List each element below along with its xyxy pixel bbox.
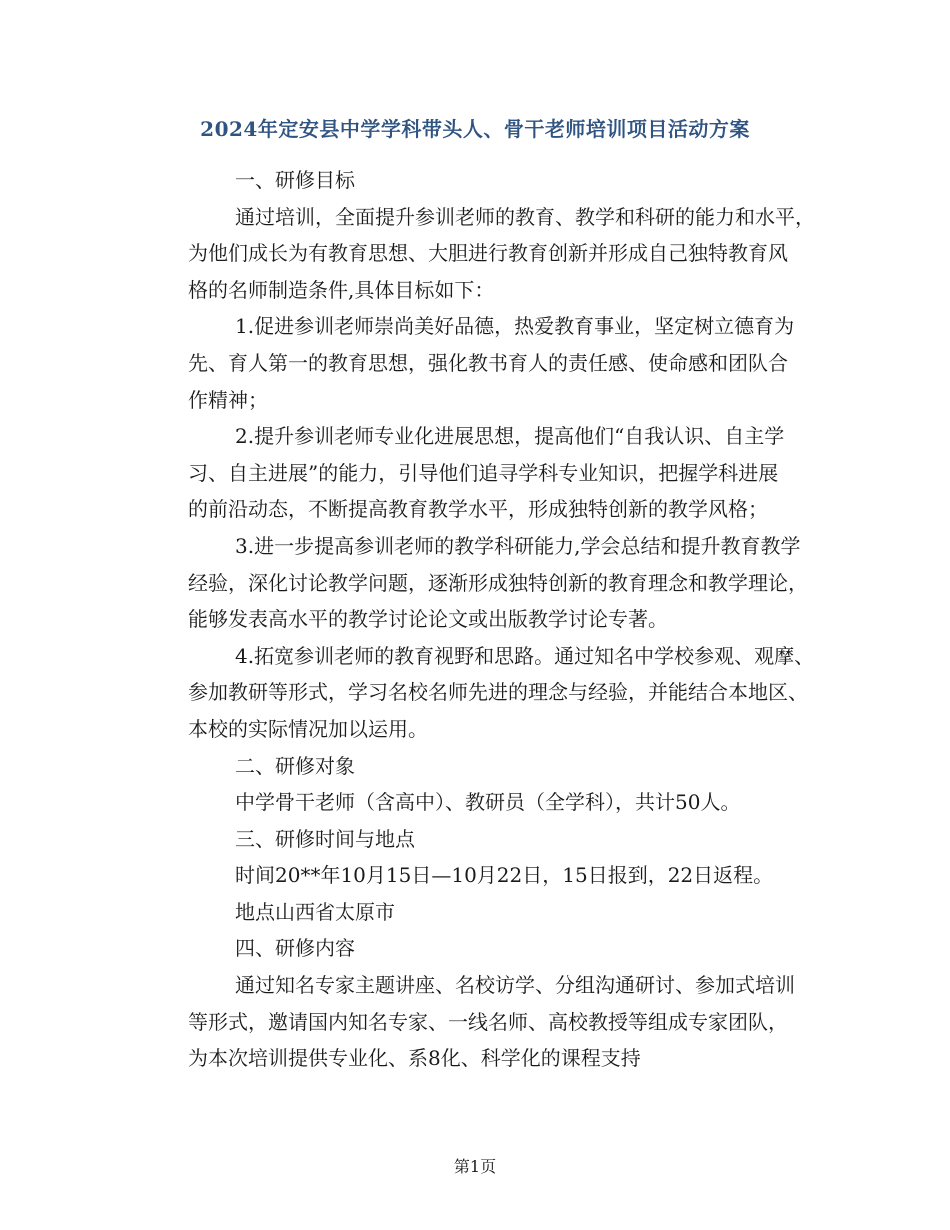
list-item-goal-4	[141, 638, 815, 748]
document-body	[141, 162, 815, 1077]
paragraph-place	[141, 894, 806, 931]
paragraph-overview	[141, 199, 815, 309]
text-line: 1.促进参训老师崇尚美好品德，热爱教育事业，坚定树立德育为	[235, 314, 795, 339]
text-line: 格的名师制造条件,具体目标如下：	[188, 277, 495, 302]
text-line: 三、研修时间与地点	[235, 826, 415, 851]
text-line: 一、研修目标	[235, 168, 355, 192]
text-line: 四、研修内容	[235, 936, 355, 961]
section-heading-participants	[141, 748, 806, 785]
text-line: 本校的实际情况加以运用。	[188, 716, 428, 741]
text-line: 能够发表高水平的教学讨论论文或出版教学讨论专著。	[188, 607, 668, 632]
text-line: 地点山西省太原市	[235, 899, 395, 924]
text-line: 通过知名专家主题讲座、名校访学、分组沟通研讨、参加式培训	[235, 973, 795, 998]
section-heading-time-place	[141, 821, 806, 858]
section-heading-goals	[141, 162, 806, 199]
paragraph-content	[141, 967, 806, 1077]
text-line: 的前沿动态，不断提高教育教学水平，形成独特创新的教学风格；	[188, 497, 768, 522]
text-line: 经验，深化讨论教学问题，逐渐形成独特创新的教育理念和教学理论，	[188, 570, 808, 595]
text-line: 中学骨干老师（含高中）、教研员（全学科），共计50人。	[235, 790, 741, 815]
paragraph-participants	[141, 784, 806, 821]
paragraph-time	[141, 857, 806, 894]
text-line: 习、自主进展”的能力，引导他们追寻学科专业知识，把握学科进展	[188, 460, 779, 485]
text-line: 为本次培训提供专业化、系8化、科学化的课程支持	[188, 1046, 641, 1071]
list-item-goal-1	[141, 308, 806, 418]
text-line: 为他们成长为有教育思想、大胆进行教育创新并形成自己独特教育风	[188, 241, 788, 266]
text-line: 等形式，邀请国内知名专家、一线名师、高校教授等组成专家团队，	[188, 1009, 788, 1034]
list-item-goal-2	[141, 418, 806, 528]
text-line: 3.进一步提高参训老师的教学科研能力,学会总结和提升教育教学	[235, 533, 801, 558]
text-line: 2.提升参训老师专业化进展思想，提高他们“自我认识、自主学	[235, 424, 785, 449]
text-line: 4.拓宽参训老师的教育视野和思路。通过知名中学校参观、观摩、	[235, 643, 815, 668]
text-line: 参加教研等形式，学习名校名师先进的理念与经验，并能结合本地区、	[188, 680, 808, 705]
text-line: 先、育人第一的教育思想，强化教书育人的责任感、使命感和团队合	[188, 350, 788, 375]
section-heading-content	[141, 930, 806, 967]
text-line: 通过培训，全面提升参训老师的教育、教学和科研的能力和水平，	[235, 204, 815, 229]
text-line: 时间20**年10月15日—10月22日，15日报到，22日返程。	[235, 863, 774, 888]
text-line: 二、研修对象	[235, 753, 355, 778]
text-line: 作精神；	[188, 387, 268, 412]
page-number: 第1页	[453, 1157, 497, 1176]
list-item-goal-3	[141, 528, 806, 638]
document-title: 2024年定安县中学学科带头人、骨干老师培训项目活动方案	[200, 117, 750, 141]
